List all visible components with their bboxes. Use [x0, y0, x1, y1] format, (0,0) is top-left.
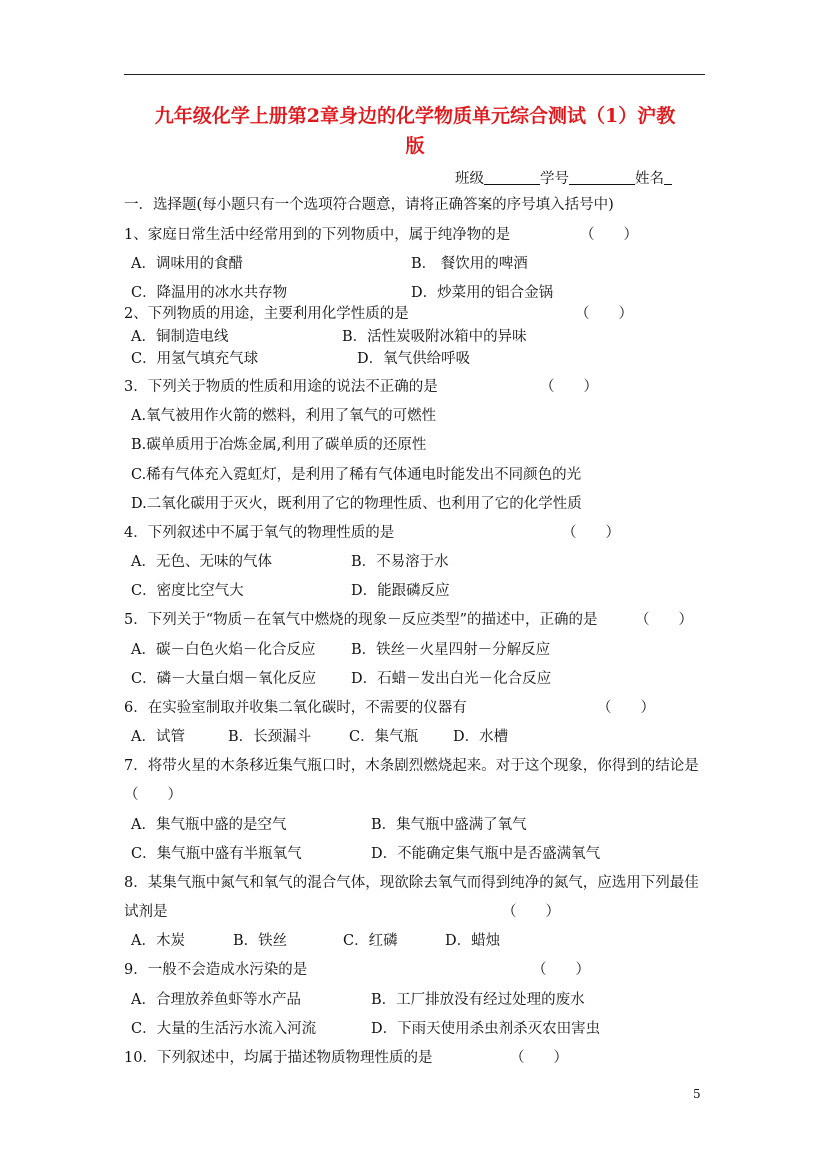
q8-option-c: C．红磷: [343, 933, 398, 949]
answer-bracket-8: （ ）: [502, 904, 560, 920]
question-8: 8．某集气瓶中氮气和氧气的混合气体，现欲除去氧气而得到纯净的氮气，应选用下列最佳: [124, 875, 699, 891]
q5-option-b: B．铁丝－火星四射－分解反应: [351, 642, 551, 658]
q4-option-b: B．不易溶于水: [351, 554, 449, 570]
q3-option-c: C.稀有气体充入霓虹灯，是利用了稀有气体通电时能发出不同颜色的光: [131, 467, 582, 483]
q6-option-d: D．水槽: [453, 729, 509, 745]
answer-bracket-3: （ ）: [540, 379, 598, 395]
title-line-2: 版: [405, 135, 425, 157]
q3-option-a: A.氧气被用作火箭的燃料，利用了氧气的可燃性: [131, 408, 437, 424]
answer-bracket-2: （ ）: [575, 306, 633, 322]
q5-option-a: A．碳－白色火焰－化合反应: [131, 642, 316, 658]
q3-option-d: D.二氧化碳用于灭火，既利用了它的物理性质、也利用了它的化学性质: [131, 496, 582, 512]
question-2: 2、下列物质的用途，主要利用化学性质的是: [124, 306, 409, 322]
question-5: 5．下列关于“物质－在氧气中燃烧的现象－反应类型”的描述中，正确的是: [124, 612, 598, 628]
q9-option-b: B．工厂排放没有经过处理的废水: [371, 992, 585, 1008]
question-1: 1、家庭日常生活中经常用到的下列物质中，属于纯净物的是: [124, 227, 511, 243]
q6-option-c: C．集气瓶: [349, 729, 419, 745]
q2-option-a: A．铜制造电线: [131, 329, 229, 345]
q8-option-a: A．木炭: [131, 933, 185, 949]
q7-option-a: A．集气瓶中盛的是空气: [131, 817, 287, 833]
question-3: 3．下列关于物质的性质和用途的说法不正确的是: [124, 379, 438, 395]
q9-option-a: A．合理放养鱼虾等水产品: [131, 992, 301, 1008]
q9-option-d: D．下雨天使用杀虫剂杀灭农田害虫: [371, 1021, 601, 1037]
q1-option-c: C．降温用的冰水共存物: [131, 285, 288, 301]
answer-bracket-7: （ ）: [124, 787, 182, 803]
q5-option-d: D．石蜡－发出白光－化合反应: [351, 671, 552, 687]
q8-option-d: D．蜡烛: [445, 933, 501, 949]
q7-option-d: D．不能确定集气瓶中是否盛满氧气: [371, 846, 601, 862]
answer-bracket-10: （ ）: [510, 1050, 568, 1066]
question-10: 10．下列叙述中，均属于描述物质物理性质的是: [124, 1050, 433, 1066]
answer-bracket-6: （ ）: [597, 700, 655, 716]
q1-option-a: A．调味用的食醋: [131, 256, 243, 272]
student-id-blank[interactable]: [569, 170, 635, 185]
answer-bracket-9: （ ）: [532, 962, 590, 978]
q6-option-b: B．长颈漏斗: [228, 729, 312, 745]
q2-option-b: B．活性炭吸附冰箱中的异味: [342, 329, 527, 345]
q4-option-a: A．无色、无味的气体: [131, 554, 272, 570]
question-4: 4．下列叙述中不属于氧气的物理性质的是: [124, 525, 395, 541]
question-7: 7．将带火星的木条移近集气瓶口时，木条剧烈燃烧起来。对于这个现象，你得到的结论是: [124, 758, 699, 774]
name-blank[interactable]: [664, 170, 672, 185]
q5-option-c: C．磷－大量白烟－氧化反应: [131, 671, 317, 687]
class-label: 班级: [455, 171, 484, 187]
page-number: 5: [693, 1087, 701, 1101]
title-line-1: 九年级化学上册第2章身边的化学物质单元综合测试（1）沪教: [154, 105, 676, 127]
q2-option-d: D．氧气供给呼吸: [357, 351, 471, 367]
q1-option-d: D．炒菜用的铝合金锅: [411, 285, 554, 301]
question-6: 6．在实验室制取并收集二氧化碳时，不需要的仪器有: [124, 700, 467, 716]
header-rule: [124, 74, 705, 75]
q4-option-c: C．密度比空气大: [131, 583, 244, 599]
q1-option-b: B． 餐饮用的啤酒: [411, 256, 528, 272]
q6-option-a: A．试管: [131, 729, 185, 745]
q7-option-c: C．集气瓶中盛有半瓶氧气: [131, 846, 302, 862]
answer-bracket-1: （ ）: [580, 227, 638, 243]
q9-option-c: C．大量的生活污水流入河流: [131, 1021, 317, 1037]
student-id-label: 学号: [540, 171, 569, 187]
q4-option-d: D．能跟磷反应: [351, 583, 450, 599]
q2-option-c: C．用氢气填充气球: [131, 351, 259, 367]
name-label: 姓名: [635, 171, 664, 187]
question-8-cont: 试剂是: [124, 904, 168, 920]
q7-option-b: B．集气瓶中盛满了氧气: [371, 817, 527, 833]
q3-option-b: B.碳单质用于冶炼金属,利用了碳单质的还原性: [131, 437, 427, 453]
answer-bracket-5: （ ）: [635, 612, 693, 628]
student-info: [455, 167, 672, 188]
document-title: [120, 101, 710, 161]
q8-option-b: B．铁丝: [233, 933, 288, 949]
class-blank[interactable]: [484, 170, 540, 185]
question-9: 9．一般不会造成水污染的是: [124, 962, 308, 978]
section-heading: 一．选择题(每小题只有一个选项符合题意，请将正确答案的序号填入括号中): [124, 197, 614, 213]
answer-bracket-4: （ ）: [562, 525, 620, 541]
